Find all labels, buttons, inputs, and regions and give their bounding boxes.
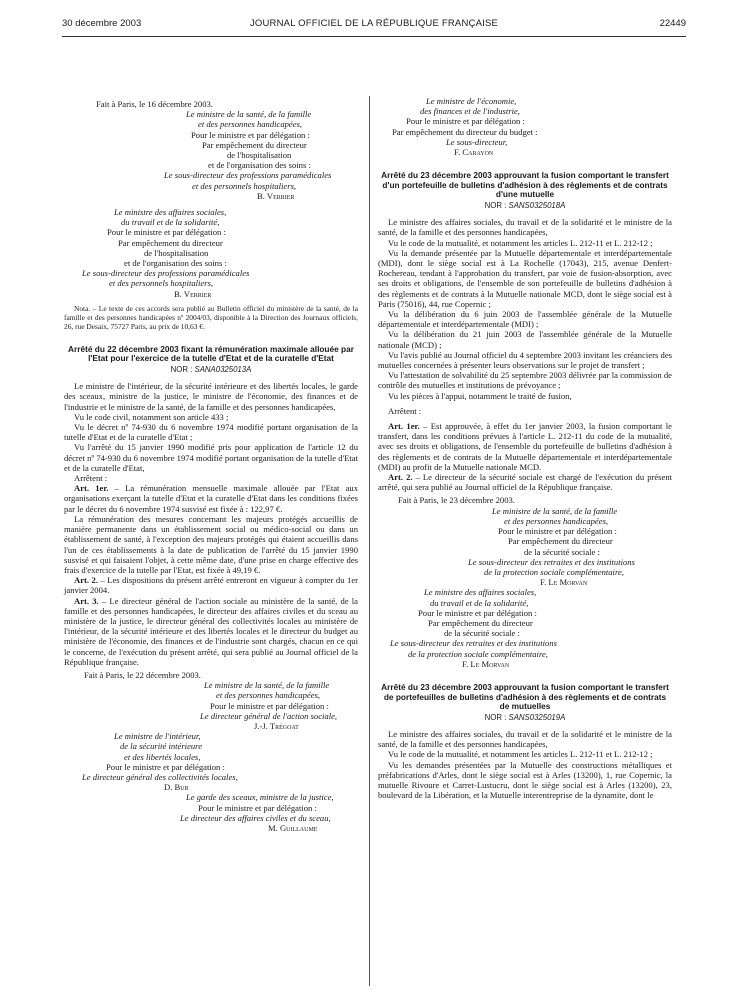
nor-code: SANS0325019A xyxy=(508,712,566,722)
signature-line: D. Bur xyxy=(164,782,189,793)
article-text: – La rémunération mensuelle maximale allouée par l'Etat aux organisations exerçant la tutelle d'Etat et la curatelle d'Etat dans les conditions fixées par le décret du 6 novembre 1974 susvisé est fixée à : 122,97 €. xyxy=(64,483,358,514)
signature-block-fusion xyxy=(378,495,672,668)
article-label: Art. 1er. xyxy=(388,421,420,432)
signature-line: Le ministre de la santé, de la famille xyxy=(186,109,312,120)
signature-line: Le sous-directeur des retraites et des institutions xyxy=(468,556,635,567)
signature-line: de l'hospitalisation xyxy=(227,150,292,161)
nor-label: NOR : xyxy=(484,712,507,722)
signature-line: et des personnels hospitaliers, xyxy=(192,180,297,191)
signature-line: Pour le ministre et par délégation : xyxy=(498,526,617,537)
column-divider xyxy=(369,96,370,986)
signature-line: Pour le ministre et par délégation : xyxy=(210,700,329,711)
right-column xyxy=(378,96,672,800)
article-1 xyxy=(378,421,672,472)
signature-line: des finances et de l'industrie, xyxy=(420,106,520,117)
signature-line: de la sécurité sociale : xyxy=(524,546,600,557)
signature-line: du travail et de la solidarité, xyxy=(121,217,220,228)
signature-line: Le sous-directeur, xyxy=(446,136,508,147)
signature-line: F. Le Morvan xyxy=(462,658,510,669)
article-label: Art. 3. xyxy=(74,595,99,606)
article-1-paragraph-2: La rémunération des mesures concernant les majeurs protégés accueillis de manière permanente dans un établissement social ou médico-social ou dans un établissement de santé, à l'exception des majeurs protégés qui étaient accueillis dans l'un de ces établissements à la date de publication de l'arrêté du 15 janvier 1990 susvisé et qui faisaient l'objet, à cette même date, d'une prise en charge effective des frais d'exercice de la tutelle par l'Etat, est fixée à 49,19 €. xyxy=(64,513,358,575)
signature-line: Le ministre de l'intérieur, xyxy=(114,731,201,742)
signature-line: J.-J. Trégoat xyxy=(254,720,299,731)
visa-paragraph: Vu l'attestation de solvabilité du 25 septembre 2003 délivrée par la commission de contrôle des mutuelles et institutions de prévoyance ; xyxy=(378,370,672,391)
signature-line: et des personnes handicapées, xyxy=(504,515,609,526)
visa-paragraph: Le ministre des affaires sociales, du travail et de la solidarité et le ministre de la santé, de la famille et des personnes handicapées, xyxy=(378,217,672,238)
signature-line: Le directeur général de l'action sociale, xyxy=(200,710,338,721)
arretent-heading: Arrêtent : xyxy=(74,473,108,484)
visa-paragraph: Vu les demandes présentées par la Mutuelle des constructions métalliques et préfabrications d'Arles, dont le siège social est à Arles (13200), 1, rue Copernic, la mutuelle Rivoure et Carret-Lustucru, dont le siège social est à Arles (13200), 23, boulevard de la Libération, et la Mutuelle interentreprise de la dynamite, dont le xyxy=(378,759,672,801)
visa-paragraph: Vu le code de la mutualité, et notamment les articles L. 212-11 et L. 212-12 ; xyxy=(388,749,653,760)
arrete-title-fusion-mutuelles: Arrêté du 23 décembre 2003 approuvant la fusion comportant le transfert de portefeuilles de bulletins d'adhésion à des règlements et de contrats de mutuelles xyxy=(381,681,669,712)
visas-list xyxy=(64,381,358,473)
header-date: 30 décembre 2003 xyxy=(62,18,142,29)
nor-code: SANS0325018A xyxy=(508,201,566,210)
signature-line: Pour le ministre et par délégation : xyxy=(106,761,225,772)
header-journal-title: JOURNAL OFFICIEL DE LA RÉPUBLIQUE FRANÇAISE xyxy=(249,18,499,29)
signature-line: de la protection sociale complémentaire, xyxy=(484,566,624,577)
signature-line: Le ministre de l'économie, xyxy=(426,96,517,106)
signature-line: Pour le ministre et par délégation : xyxy=(107,227,226,238)
nor-reference xyxy=(378,713,672,723)
visa-paragraph: Vu le décret nº 74-930 du 6 novembre 1974 modifié portant organisation de la tutelle d'Etat et de la curatelle d'Etat ; xyxy=(64,422,358,443)
left-column xyxy=(64,96,358,833)
signature-line: Par empêchement du directeur xyxy=(118,237,223,248)
nota-notice: Nota. – Le texte de ces accords sera publié au Bulletin officiel du ministère de la santé, de la famille et des personnes handicapées nº 2004/03, disponible à la Direction des Journaux officiels, 26, rue Desaix, 75727 Paris, au prix de 10,63 €. xyxy=(64,303,358,331)
signature-line: B. Verrier xyxy=(257,190,295,201)
signature-line: Pour le ministre et par délégation : xyxy=(191,129,310,140)
article-text: – Est approuvée, à effet du 1er janvier 2003, la fusion comportant le transfert, dans les conditions prévues à l'article L. 212-11 du code de la mutualité, avec ses droits et obligations, de l'ensemble du portefeuille de bulletins d'adhésion à des règlements et de contrats de la Mutuelle départementale et interdépartementale (MDI) au profit de la Mutuelle nationale MCD. xyxy=(378,421,672,472)
signature-line: de la protection sociale complémentaire, xyxy=(408,648,548,659)
page-header xyxy=(62,18,686,32)
signature-line: Le ministre des affaires sociales, xyxy=(424,587,537,598)
article-text: – Le directeur général de l'action sociale au ministère de la santé, de la famille et des personnes handicapées, le directeur des affaires civiles et du sceau au ministère de la justice, le directeur général des collectivités locales au ministère de l'intérieur, de la sécurité intérieure et des libertés locales et le directeur du budget au ministère de l'économie, des finances et de l'industrie sont chargés, chacun en ce qui le concerne, de l'exécution du présent arrêté, qui sera publié au Journal officiel de la République française. xyxy=(64,595,359,667)
signature-line: Pour le ministre et par délégation : xyxy=(418,607,537,618)
signature-line: Par empêchement du directeur du budget : xyxy=(392,126,538,137)
signature-line: de la sécurité sociale : xyxy=(444,628,520,639)
signature-line: Le ministre de la santé, de la famille xyxy=(204,680,330,691)
visa-paragraph: Le ministre de l'intérieur, de la sécurité intérieure et des libertés locales, le garde des sceaux, ministre de la justice, le ministre de l'économie, des finances et de l'industrie et le ministre de la santé, de la famille et des personnes handicapées, xyxy=(64,381,358,412)
visa-paragraph: Vu la délibération du 6 juin 2003 de l'assemblée générale de la Mutuelle départementale et interdépartementale (MDI) ; xyxy=(378,309,672,330)
signature-block-tutelle xyxy=(64,670,358,833)
signature-line: Le directeur des affaires civiles et du sceau, xyxy=(180,812,331,823)
visas-list xyxy=(378,217,672,401)
visa-paragraph: Vu la demande présentée par la Mutuelle départementale et interdépartementale (MDI), dont le siège social est à La Rochelle (17043), 215, avenue Denfert-Rochereau, tendant à l'approbation du transfert, par voie de fusion-absorption, avec ses droits et obligations, de l'ensemble de son portefeuille de bulletins d'adhésion à des règlements et de contrats à la Mutuelle nationale MCD, dont le siège social est à Paris (75016), 44, rue Copernic ; xyxy=(378,247,672,309)
nor-reference xyxy=(64,365,358,375)
arrete-title-fusion-mutuelle: Arrêté du 23 décembre 2003 approuvant la fusion comportant le transfert d'un portefeuille de bulletins d'adhésion à des règlements et de contrats d'une mutuelle xyxy=(381,170,669,200)
signature-line: et des personnels hospitaliers, xyxy=(109,278,214,289)
article-1 xyxy=(64,483,358,514)
signature-line: Le ministre des affaires sociales, xyxy=(114,207,227,218)
arrete-title-tutelle: Arrêté du 22 décembre 2003 fixant la rémunération maximale allouée par l'Etat pour l'exercice de la tutelle d'Etat et de la curatelle d'Etat xyxy=(68,343,354,364)
visa-paragraph: Vu le code de la mutualité, et notamment les articles L. 212-11 et L. 212-12 ; xyxy=(388,237,653,248)
signature-line: et de l'organisation des soins : xyxy=(124,258,227,269)
signature-line: Le sous-directeur des professions paramédicales xyxy=(82,268,250,279)
nor-code: SANA0325013A xyxy=(194,365,252,375)
visas-list xyxy=(378,729,672,800)
signature-line: et de l'organisation des soins : xyxy=(208,160,311,171)
signature-line: de la sécurité intérieure xyxy=(120,741,203,752)
signature-line: et des personnes handicapées, xyxy=(216,690,321,701)
signature-block-accords xyxy=(64,99,358,299)
nor-label: NOR : xyxy=(170,365,193,375)
signature-line: Par empêchement du directeur xyxy=(508,536,613,547)
signature-line: Pour le ministre et par délégation : xyxy=(406,116,525,127)
signature-line: B. Verrier xyxy=(174,288,212,299)
visa-paragraph: Vu l'avis publié au Journal officiel du 4 septembre 2003 invitant les créanciers des mutuelles concernées à présenter leurs observations sur le projet de transfert ; xyxy=(378,349,672,371)
signature-line: Le sous-directeur des retraites et des institutions xyxy=(390,638,557,649)
signature-line: Par empêchement du directeur xyxy=(428,617,533,628)
signature-line: du travail et de la solidarité, xyxy=(430,597,529,608)
signature-line: de l'hospitalisation xyxy=(144,247,209,258)
visa-paragraph: Le ministre des affaires sociales, du travail et de la solidarité et le ministre de la santé, de la famille et des personnes handicapées, xyxy=(378,728,672,750)
visa-paragraph: Vu la délibération du 21 juin 2003 de l'assemblée générale de la Mutuelle nationale (MCD) ; xyxy=(378,329,672,350)
signature-line: M. Guillaume xyxy=(268,822,318,833)
signature-line: Par empêchement du directeur xyxy=(202,139,307,150)
nor-reference xyxy=(378,201,672,211)
signature-line: F. Carayon xyxy=(454,147,494,158)
article-2 xyxy=(378,472,672,492)
header-page-number: 22449 xyxy=(659,18,686,29)
arretent-heading: Arrêtent : xyxy=(388,405,422,416)
signature-line: Le ministre de la santé, de la famille xyxy=(492,505,618,516)
visa-paragraph: Vu les pièces à l'appui, notamment le traité de fusion, xyxy=(388,390,572,401)
header-rule xyxy=(62,36,686,37)
signature-line: et des libertés locales, xyxy=(124,751,201,762)
article-text: – Les dispositions du présent arrêté entreront en vigueur à compter du 1er janvier 2004. xyxy=(64,575,358,596)
signature-line: Fait à Paris, le 16 décembre 2003. xyxy=(96,99,213,109)
visa-paragraph: Vu l'arrêté du 15 janvier 1990 modifié pris pour application de l'article 12 du décret nº 74-930 du 6 novembre 1974 modifié portant organisation de la tutelle d'Etat et de la curatelle d'Etat, xyxy=(64,442,358,473)
visa-paragraph: Vu le code civil, notamment son article 433 ; xyxy=(74,411,229,422)
nor-label: NOR : xyxy=(484,201,507,210)
signature-line: Le directeur général des collectivités locales, xyxy=(82,771,238,782)
signature-line: Fait à Paris, le 23 décembre 2003. xyxy=(398,495,515,506)
signature-line: et des personnes handicapées, xyxy=(198,119,303,130)
article-text: – Le directeur de la sécurité sociale est chargé de l'exécution du présent arrêté, qui sera publié au Journal officiel de la République française. xyxy=(378,472,673,493)
article-3 xyxy=(64,596,358,667)
signature-line: Le sous-directeur des professions paramédicales xyxy=(164,170,332,181)
article-label: Art. 1er. xyxy=(74,483,109,494)
signature-line: F. Le Morvan xyxy=(540,577,588,588)
article-label: Art. 2. xyxy=(74,575,98,586)
signature-line: Le garde des sceaux, ministre de la justice, xyxy=(186,792,334,803)
article-label: Art. 2. xyxy=(388,472,413,483)
signature-block-economie xyxy=(378,96,672,157)
signature-line: Pour le ministre et par délégation : xyxy=(198,802,317,813)
article-2 xyxy=(64,575,358,595)
signature-line: Fait à Paris, le 22 décembre 2003. xyxy=(84,669,201,680)
